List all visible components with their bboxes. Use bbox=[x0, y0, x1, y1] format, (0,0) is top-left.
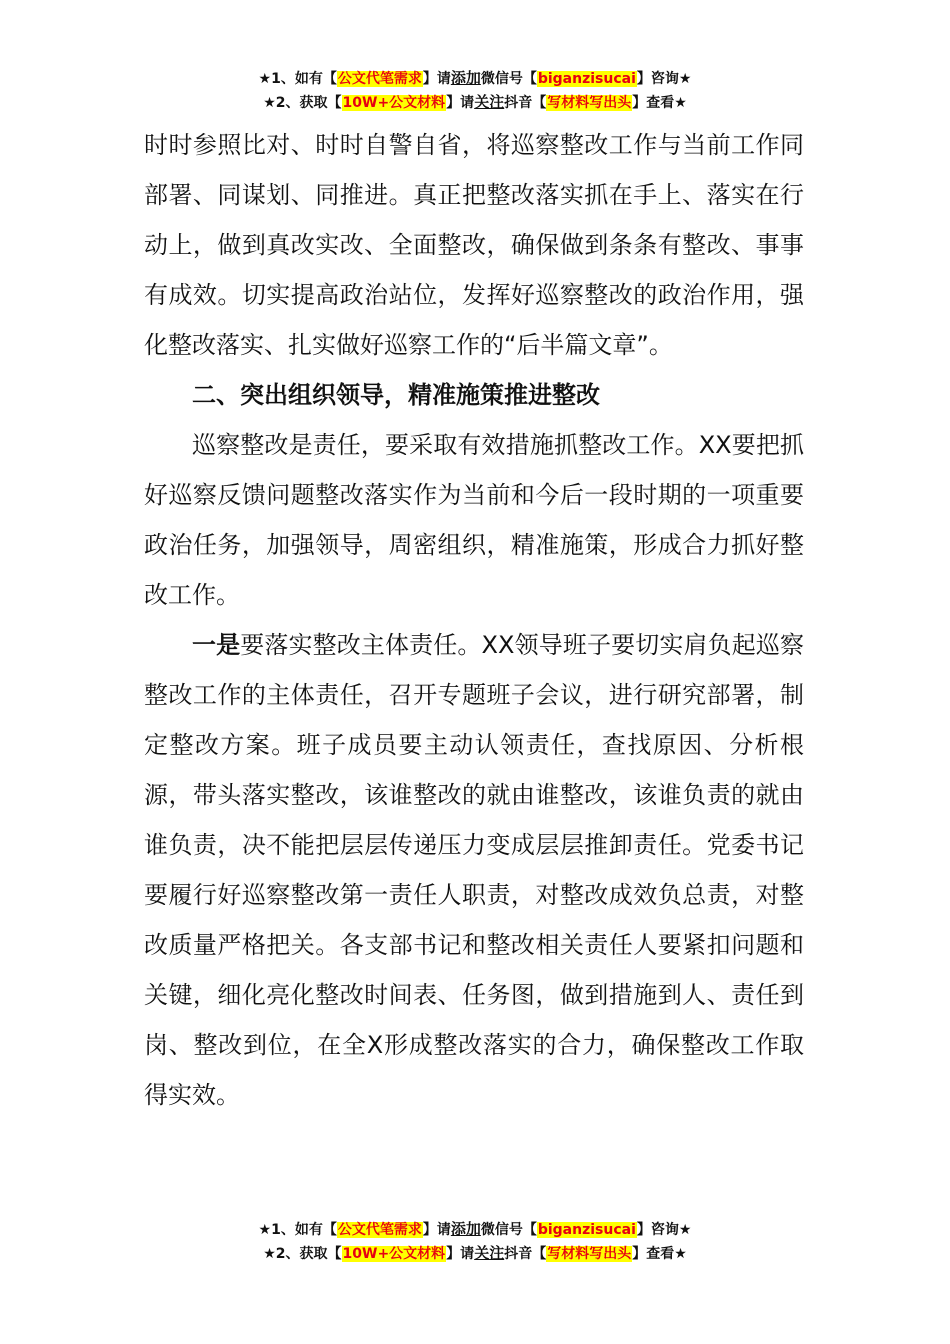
banner-highlight: 写材料写出头 bbox=[547, 1246, 632, 1262]
header-banner bbox=[0, 66, 950, 114]
banner-underlined: 关注 bbox=[474, 1244, 505, 1262]
section-heading: 二、突出组织领导，精准施策推进整改 bbox=[192, 381, 600, 409]
banner-highlight: biganzisucai bbox=[537, 71, 636, 87]
banner-text: 】请 bbox=[422, 1222, 451, 1238]
paragraph-lead: 一是 bbox=[192, 631, 241, 659]
banner-underlined: 关注 bbox=[474, 93, 505, 111]
banner-highlight: 10W+公文材料 bbox=[342, 1246, 446, 1262]
banner-text: 】请 bbox=[446, 95, 475, 111]
banner-text: 抖音【 bbox=[504, 1246, 547, 1262]
banner-highlight: 写材料写出头 bbox=[547, 95, 632, 111]
banner-line-1 bbox=[0, 66, 950, 90]
banner-text: ★1、如有【 bbox=[258, 71, 337, 87]
banner-line-2 bbox=[0, 90, 950, 114]
paragraph: 巡察整改是责任，要采取有效措施抓整改工作。XX要把抓好巡察反馈问题整改落实作为当前和今后一段时期的一项重要政治任务，加强领导，周密组织，精准施策，形成合力抓好整改工作。 bbox=[144, 431, 804, 609]
paragraph bbox=[144, 620, 804, 1120]
banner-text: 微信号【 bbox=[480, 1222, 537, 1238]
paragraph: 时时参照比对、时时自警自省，将巡察整改工作与当前工作同部署、同谋划、同推进。真正把整改落实抓在手上、落实在行动上，做到真改实改、全面整改，确保做到条条有整改、事事有成效。切实提高政治站位，发挥好巡察整改的政治作用，强化整改落实、扎实做好巡察工作的“后半篇文章”。 bbox=[144, 131, 804, 359]
banner-line-1 bbox=[0, 1217, 950, 1241]
banner-text: 】查看★ bbox=[632, 95, 687, 111]
banner-text: 】咨询★ bbox=[636, 1222, 692, 1238]
footer-banner bbox=[0, 1217, 950, 1265]
document-body bbox=[144, 120, 804, 1120]
banner-underlined: 添加 bbox=[450, 1220, 481, 1238]
banner-highlight: 公文代笔需求 bbox=[337, 1222, 422, 1238]
banner-text: 】请 bbox=[446, 1246, 475, 1262]
banner-highlight: 10W+公文材料 bbox=[342, 95, 446, 111]
banner-text: ★1、如有【 bbox=[258, 1222, 337, 1238]
banner-text: 抖音【 bbox=[504, 95, 547, 111]
banner-text: ★2、获取【 bbox=[263, 1246, 342, 1262]
paragraph-text: 要落实整改主体责任。XX领导班子要切实肩负起巡察整改工作的主体责任，召开专题班子会议，进行研究部署，制定整改方案。班子成员要主动认领责任，查找原因、分析根源，带头落实整改，该谁整改的就由谁整改，该谁负责的就由谁负责，决不能把层层传递压力变成层层推卸责任。党委书记要履行好巡察整改第一责任人职责，对整改成效负总责，对整改质量严格把关。各支部书记和整改相关责任人要紧扣问题和关键，细化亮化整改时间表、任务图，做到措施到人、责任到岗、整改到位，在全X形成整改落实的合力，确保整改工作取得实效。 bbox=[144, 631, 804, 1109]
banner-highlight: biganzisucai bbox=[537, 1222, 636, 1238]
banner-text: 】请 bbox=[422, 71, 451, 87]
banner-underlined: 添加 bbox=[450, 69, 481, 87]
banner-text: 】查看★ bbox=[632, 1246, 687, 1262]
banner-line-2 bbox=[0, 1241, 950, 1265]
banner-text: 微信号【 bbox=[480, 71, 537, 87]
banner-text: 】咨询★ bbox=[636, 71, 692, 87]
banner-text: ★2、获取【 bbox=[263, 95, 342, 111]
banner-highlight: 公文代笔需求 bbox=[337, 71, 422, 87]
